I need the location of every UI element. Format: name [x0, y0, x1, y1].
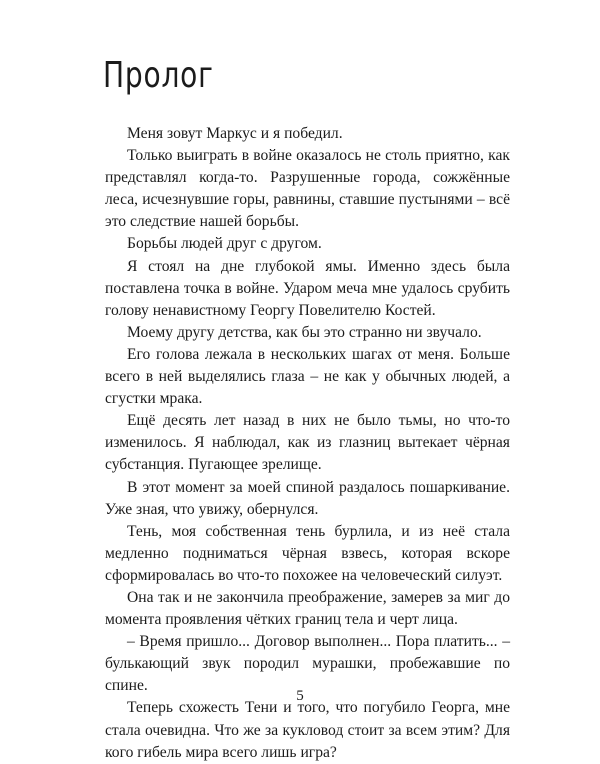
paragraph: Меня зовут Маркус и я победил. [127, 125, 343, 142]
chapter-title: Пролог [103, 55, 214, 96]
paragraph: Она так и не закончила преображение, замерев за миг до момента проявления чётких границ тела и черт лица. [105, 588, 510, 629]
paragraph: Моему другу детства, как бы это странно ни звучало. [127, 323, 482, 341]
paragraph: Ещё десять лет назад в них не было тьмы, но что-то изменилось. Я наблюдал, как из глазниц вытекает чёрная субстанция. Пугающее зрелище. [105, 412, 510, 474]
paragraph: В этот момент за моей спиной раздалось пошаркивание. Уже зная, что увижу, обернулся. [105, 478, 510, 518]
paragraph: Тень, моя собственная тень бурлила, и из неё стала медленно подниматься чёрная взвесь, которая вскоре сформировалась во что-то похожее на человеческий силуэт. [105, 522, 510, 584]
paragraph: Теперь схожесть Тени и того, что погубило Георга, мне стала очевидна. Что же за кукловод стоит за всем этим? Для кого гибель мира всего лишь игра? [105, 699, 510, 761]
chapter-body [105, 123, 510, 764]
paragraph: Его голова лежала в нескольких шагах от меня. Больше всего в ней выделялись глаза – не как у обычных людей, а сгустки мрака. [105, 345, 510, 408]
paragraph: Только выиграть в войне оказалось не столь приятно, как представлял когда-то. Разрушенные города, сожжённые леса, исчезнувшие горы, равнины, ставшие пустынями – всё это следствие нашей борьбы. [105, 147, 510, 231]
page-number: 5 [296, 688, 304, 704]
paragraph: Борьбы людей друг с другом. [127, 235, 322, 253]
paragraph: – Время пришло... Договор выполнен... Пора платить... – булькающий звук породил мурашки, пробежавшие по спине. [105, 633, 510, 695]
paragraph: Я стоял на дне глубокой ямы. Именно здесь была поставлена точка в войне. Ударом меча мне удалось срубить голову ненавистному Георгу Повелителю Костей. [105, 257, 510, 319]
